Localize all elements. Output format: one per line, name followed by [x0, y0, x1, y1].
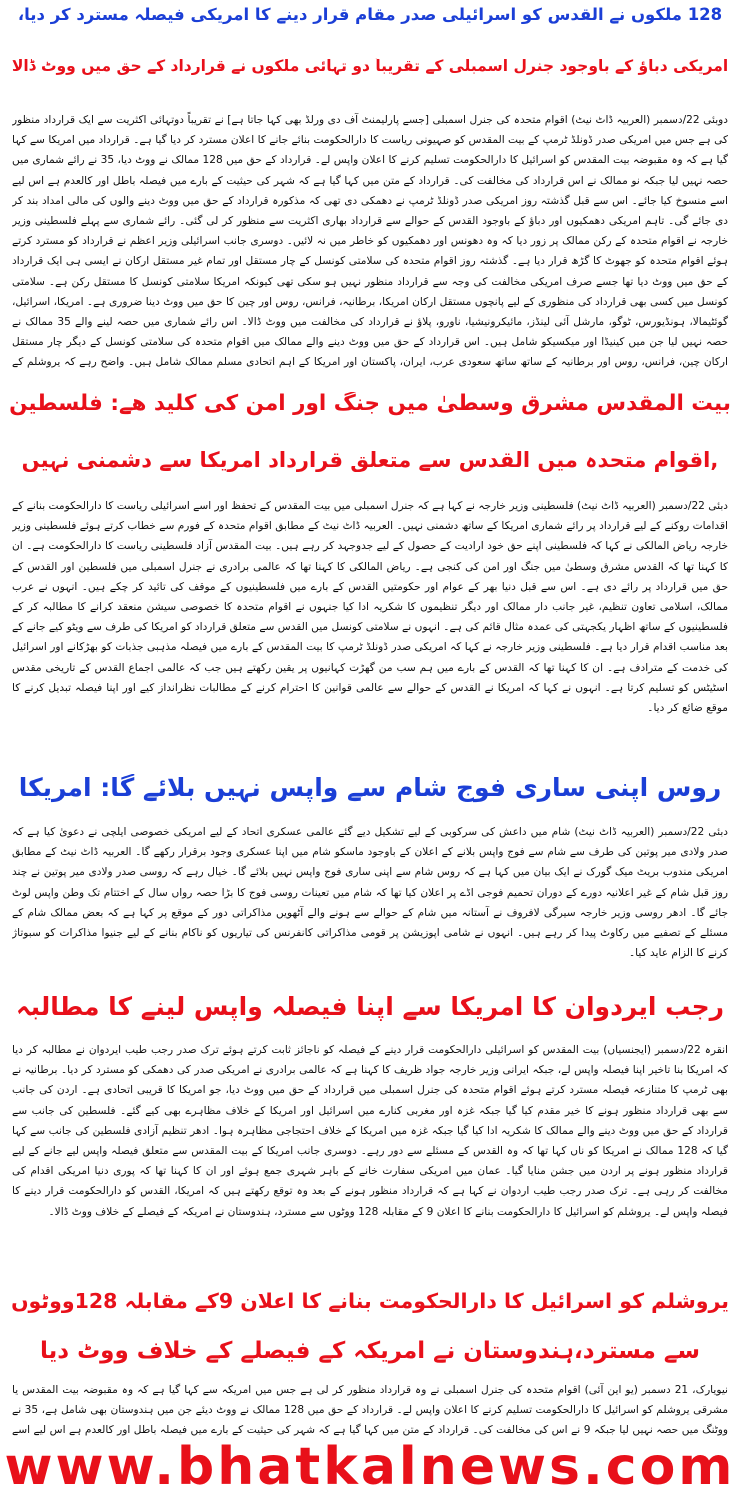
story3-body: دبئی 22/دسمبر (العربیہ ڈاٹ نیٹ) شام میں داعش کی سرکوبی کے لیے تشکیل دیے گئے عالمی عسکری اتحاد کے لیے امریکی خصوصی ایلچی نے دعویٰ کیا ہے کہ صدر ولادی میر پوتین کی طرف سے شام سے فوج واپس بلانے کے اعلان کے باوجود ماسکو شام میں اپنا عسکری وجود برقرار رکھے گا۔ العربیہ ڈاٹ نیٹ کے مطابق امریکی مندوب بریٹ میک گورک نے ایک بیان میں کہا ہے کہ روس شام سے اپنی ساری فوج واپس نہیں بلائے گا۔ خیال رہے کہ روسی صدر ولادی میر پوتین نے چند روز قبل شام کے غیر اعلانیہ دورے کے دوران تحمیم فوجی اڈے پر اعلان کیا تھا کہ شام میں تعینات روسی فوج کا بڑا حصہ رواں سال کے اختتام تک وطن واپس لوٹ جائے گا۔ ادھر روسی وزیر خارجہ سیرگی لافروف نے آستانہ میں شام کے حوالے سے ہونے والے آٹھویں مذاکراتی دور کے موقع پر کہا ہے کہ بعض ممالک شام کے مسئلے کے تصفیے میں رکاوٹ پیدا کر رہے ہیں۔ انہوں نے شامی اپوزیشن پر قومی مذاکراتی کانفرنس کی تیاریوں کو ناکام بنانے کے لیے جنیوا مذاکرات کو سبوتاژ کرنے کا الزام عاید کیا۔	[12, 826, 728, 960]
story5-headline-1: یروشلم کو اسرائیل کا دارالحکومت بنانے کا اعلان 9کے مقابلہ 128ووٹوں	[11, 1290, 729, 1313]
story1-headline-1: 128 ملکوں نے القدس کو اسرائیلی صدر مقام قرار دینے کا امریکی فیصلہ مسترد کر دیا،	[17, 6, 723, 24]
story5-body: نیویارک، 21 دسمبر (یو این آئی) اقوام متحدہ کی جنرل اسمبلی نے وہ قرارداد منظور کر لی ہے جس میں امریکہ سے کہا گیا ہے کہ وہ مقبوضہ بیت المقدس یا مشرقی یروشلم کو اسرائیل کا دارالحکومت تسلیم کرنے کا اعلان واپس لے۔ قرارداد کے حق میں 128 ممالک نے ووٹ دیئے جن میں ہندوستان بھی شامل ہے، 35 نے ووٹنگ میں حصہ نہیں لیا جبکہ 9 نے اس کی مخالفت کی۔ قرارداد کے متن میں کہا گیا ہے کہ شہر کی حیثیت کے بارے میں فیصلہ باطل اور کالعدم ہے اس لیے اسے	[12, 1384, 728, 1437]
story2-body: دبئی 22/دسمبر (العربیہ ڈاٹ نیٹ) فلسطینی وزیر خارجہ نے کہا ہے کہ جنرل اسمبلی میں بیت المقدس کے تحفظ اور اسے اسرائیلی ریاست کا دارالحکومت بنانے کے اقدامات روکنے کے لیے قرارداد پر رائے شماری امریکا کے ساتھ دشمنی نہیں۔ العربیہ ڈاٹ نیٹ کے مطابق اقوام متحدہ کے فورم سے خطاب کرتے ہوئے فلسطینی وزیر خارجہ ریاض المالکی نے کہا کہ فلسطینی اپنے حق خود ارادیت کے حصول کے لیے جدوجہد کر رہے ہیں۔ بیت المقدس آزاد فلسطینی ریاست کا دارالحکومت ہے۔ ان کا کہنا تھا کہ القدس مشرق وسطیٰ میں جنگ اور امن کی کنجی ہے۔ ریاض المالکی کا کہنا تھا کہ عالمی برادری نے جنرل اسمبلی میں فلسطین اور القدس کے حق میں قرارداد پر رائے دی ہے۔ اس سے قبل دنیا بھر کے عوام اور حکومتیں القدس کے بارے میں فلسطینیوں کے موقف کی تائید کر چکے ہیں۔ انہوں نے عرب ممالک، اسلامی تعاون تنظیم، غیر جانب دار ممالک اور دیگر تنظیموں کا شکریہ ادا کیا جنہوں نے اقوام متحدہ کا خصوصی سیشن منعقد کرانے کا مطالبہ کر کے فلسطینیوں کے ساتھ اظہار یکجہتی کی عمدہ مثال قائم کی ہے۔ انہوں نے سلامتی کونسل میں القدس سے متعلق قرارداد کو امریکا کی طرف سے ویٹو کیے جانے کے بعد مناسب اقدام قرار دیا ہے۔ فلسطینی وزیر خارجہ نے کہا کہ امریکی صدر ڈونلڈ ٹرمپ کا بیت المقدس کے بارے میں فیصلہ مذہبی جذبات کو بھڑکانے اور اسرائیل کی خدمت کے مترادف ہے۔ ان کا کہنا تھا کہ القدس کے بارے میں ہم سب من گھڑت کہانیوں پر یقین رکھتے ہیں جب کہ عالمی اجماع القدس کے تاریخی مقدس اسٹیٹس کو تسلیم کرتا ہے۔ انہوں نے کہا کہ امریکا نے القدس کے حوالے سے عالمی قوانین کا احترام کرنے کے مطالبات نظرانداز کیے اور اپنا فیصلہ تبدیل کرنے کا موقع ضائع کر دیا۔	[12, 500, 728, 715]
story4-body: انقرہ 22/دسمبر (ایجنسیاں) بیت المقدس کو اسرائیلی دارالحکومت قرار دینے کے فیصلہ کو ناجائز ثابت کرتے ہوئے ترک صدر رجب طیب ایردوان نے مطالبہ کر دیا کہ امریکا بنا تاخیر اپنا فیصلہ واپس لے، جبکہ ایرانی وزیر خارجہ جواد ظریف کا کہنا ہے کہ عالمی برادری نے امریکی صدر کی دھمکی کو مسترد کر دیا۔ برطانیہ نے بھی ٹرمپ کا متنازعہ فیصلہ مسترد کرتے ہوئے اقوام متحدہ کی جنرل اسمبلی میں قرارداد کے حق میں ووٹ دیا، جو امریکا کا قریبی اتحادی ہے۔ اردن کی جانب سے بھی قرارداد منظور ہونے کا خیر مقدم کیا گیا جبکہ غزہ اور مغربی کنارے میں اسرائیل اور امریکا کے خلاف مظاہرے بھی کیے گئے۔ فلسطین کی جانب سے قرارداد کے حق میں ووٹ دینے والے ممالک کا شکریہ ادا کیا گیا جبکہ غزہ میں امریکا کے خلاف احتجاجی مظاہرہ ہوا۔ ادھر تنظیم آزادی فلسطین کی جانب سے کہا گیا کہ 128 ممالک نے امریکا کو ناں کہا تھا کہ وہ القدس کے مسئلے سے دور رہے۔ دوسری جانب امریکا کے بیت المقدس سے متعلق فیصلہ واپس لیے جانے کے لیے قرارداد منظور ہونے پر اردن میں جشن منایا گیا۔ عمان میں امریکی سفارت خانے کے باہر شہری جمع ہوئے اور ان کا کہنا تھا کہ پوری دنیا امریکی اقدام کی مخالفت کر رہی ہے۔ ترک صدر رجب طیب اردوان نے کہا ہے کہ قرارداد منظور ہونے کے بعد وہ توقع رکھتے ہیں کہ امریکا، القدس کو دارالحکومت قرار دینے کا فیصلہ واپس لے۔ یروشلم کو اسرائیل کا دارالحکومت بنانے کا اعلان 9 کے مقابلہ 128 ووٹوں سے مسترد، ہندوستان نے امریکہ کے فیصلے کے خلاف ووٹ ڈالا۔	[12, 1044, 728, 1218]
story1-body: دوبئی 22/دسمبر (العربیہ ڈاٹ نیٹ) اقوام متحدہ کی جنرل اسمبلی [جسے پارلیمنٹ آف دی ورلڈ بھی کہا جاتا ہے] نے تقریباً دوتہائی اکثریت سے ایک قرارداد منظور کی ہے جس میں امریکی صدر ڈونلڈ ٹرمپ کے بیت المقدس کو صہیونی ریاست کا دارالحکومت بنائے جانے کا اعلان مسترد کر دیا گیا ہے۔ قرارداد میں امریکا سے کہا گیا ہے کہ وہ مقبوضہ بیت المقدس کو اسرائیل کا دارالحکومت تسلیم کرنے کا اعلان واپس لے۔ قرارداد کے حق میں 128 ممالک نے ووٹ دیا، 35 نے رائے شماری میں حصہ نہیں لیا جبکہ نو ممالک نے اس قرارداد کی مخالفت کی۔ قرارداد کے متن میں کہا گیا ہے کہ شہر کی حیثیت کے بارے میں فیصلہ باطل اور کالعدم ہے اس لیے اسے منسوخ کیا جائے۔ اس سے قبل گذشتہ روز امریکی صدر ڈونلڈ ٹرمپ نے دھمکی دی تھی کہ مذکورہ قرارداد کے حق میں ووٹ دینے والوں کی مالی امداد بند کر دی جائے گی۔ تاہم امریکی دھمکیوں اور دباؤ کے باوجود القدس کے حوالے سے قرارداد بھاری اکثریت سے منظور کر لی گئی۔ رائے شماری سے پہلے فلسطینی وزیر خارجہ نے اقوام متحدہ کے رکن ممالک پر زور دیا کہ وہ دھونس اور دھمکیوں کو خاطر میں نہ لائیں۔ دوسری جانب اسرائیلی وزیر اعظم نے قرارداد کو مسترد کرتے ہوئے اقوام متحدہ کو جھوٹ کا گڑھ قرار دیا ہے۔ گذشتہ روز اقوام متحدہ کی سلامتی کونسل کے چار مستقل اور تمام غیر مستقل ارکان نے ایسی ہی ایک قرارداد کے حق میں ووٹ دیا تھا جسے صرف امریکی مخالفت کی وجہ سے قرارداد منظور نہیں ہو سکی تھی کیونکہ امریکا سلامتی کونسل کا مستقل رکن ہے۔ سلامتی کونسل میں کسی بھی قرارداد کی منظوری کے لیے پانچوں مستقل ارکان امریکا، برطانیہ، فرانس، روس اور چین کا حق میں ووٹ دینا ضروری ہے۔ امریکا، اسرائیل، گوئٹیمالا، ہونڈیورس، ٹوگو، مارشل آئی لینڈز، مائیکرونیشیا، ناورو، پلاؤ نے قرارداد کی مخالفت میں ووٹ ڈالا۔ اس رائے شماری میں حصہ لینے والے 35 ممالک نے حصہ نہیں لیا جن میں کینیڈا اور میکسیکو شامل ہیں۔ اس قرارداد کے حق میں ووٹ دینے والے ممالک میں اقوام متحدہ کی سلامتی کونسل کے دیگر چار مستقل ارکان چین، فرانس، روس اور برطانیہ کے ساتھ ساتھ سعودی عرب، ایران، پاکستان اور امریکا کے اہم اتحادی مسلم ممالک شامل ہیں۔ واضح رہے کہ یروشلم کے	[12, 114, 728, 369]
story1-headline-2: امریکی دباؤ کے باوجود جنرل اسمبلی کے تقریباً دو تہائی ملکوں نے قرارداد کے حق میں ووٹ ڈالا	[11, 58, 729, 75]
story3-headline: روس اپنی ساری فوج شام سے واپس نہیں بلائے گا: امریکا	[18, 774, 722, 802]
site-url-footer: www.bhatkalnews.com	[4, 1437, 736, 1497]
story4-headline: رجب ایردوان کا امریکا سے اپنا فیصلہ واپس لینے کا مطالبہ	[15, 993, 725, 1021]
story2-headline-1: بیت المقدس مشرق وسطیٰ میں جنگ اور امن کی کلید ھے: فلسطین	[9, 392, 731, 416]
story5-headline-2: سے مسترد،ہندوستان نے امریکہ کے فیصلے کے خلاف ووٹ دیا	[39, 1338, 700, 1364]
story2-headline-2: ,اقوام متحدہ میں القدس سے متعلق قرارداد امریکا سے دشمنی نہیں	[21, 448, 719, 472]
